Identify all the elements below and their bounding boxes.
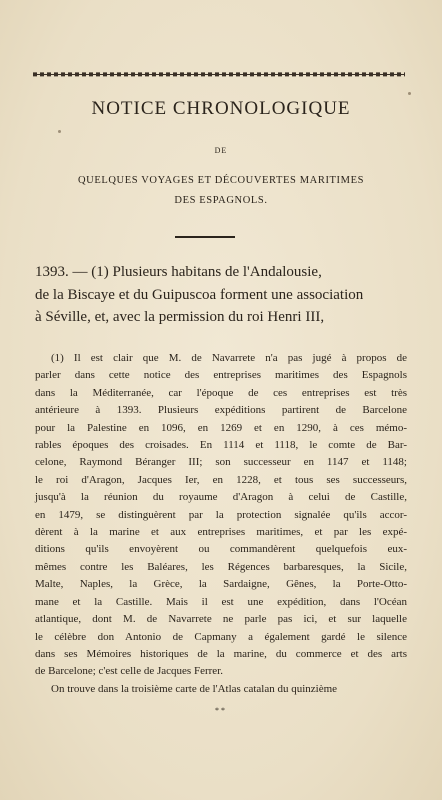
footnote-line: mêmes contre les Baléares, les Régences barbaresques, la Sicile,	[35, 560, 407, 573]
footnote-line: jusqu'à la réunion du royaume d'Aragon à celui de Castille,	[35, 491, 407, 504]
paper-speck	[58, 130, 61, 133]
title-connector: DE	[214, 146, 228, 155]
footnote-line: mane et la Castille. Mais il est une expédition, dans l'Océan	[35, 595, 407, 608]
subtitle-line-1: QUELQUES VOYAGES ET DÉCOUVERTES MARITIMES	[77, 175, 365, 186]
footnote-line: de Barcelone; c'est celle de Jacques Ferrer.	[35, 665, 223, 678]
page-title: NOTICE CHRONOLOGIQUE	[91, 98, 351, 119]
footnote-line: rables époques des croisades. En 1114 et 1118, le comte de Bar-	[35, 439, 407, 452]
footnote-line: atlantique, dont M. de Navarrete ne parle pas ici, et sur laquelle	[35, 613, 407, 626]
main-text-line: 1393. — (1) Plusieurs habitans de l'Andalousie,	[35, 264, 322, 280]
footnote	[35, 350, 407, 698]
footnote-line: dèrent à la marine et aux entreprises maritimes, et par les expé-	[35, 526, 407, 539]
footnote-line: On trouve dans la troisième carte de l'Atlas catalan du quinzième	[51, 682, 338, 695]
footnote-line: celone, Raymond Béranger III; son successeur en 1147 et 1148;	[35, 456, 407, 469]
footnote-line: antérieure à 1393. Plusieurs expéditions partirent de Barcelone	[35, 404, 407, 417]
paper-speck	[408, 92, 411, 95]
footnote-line: ditions qu'ils envoyèrent ou commandèrent quelquefois eux-	[35, 543, 407, 556]
subtitle-line-2: DES ESPAGNOLS.	[174, 195, 268, 206]
footnote-line: pour la Palestine en 1096, en 1269 et en 1290, à ces mémo-	[35, 421, 407, 434]
footnote-line: dans la Méditerranée, car l'époque de ces entreprises est très	[35, 386, 407, 399]
footnote-line: en 1479, se distinguèrent par la protection signalée qu'ils accor-	[35, 508, 407, 521]
footnote-line: dans ses Mémoires historiques de la marine, du commerce et des arts	[35, 647, 407, 660]
main-text	[35, 261, 407, 329]
main-text-line: de la Biscaye et du Guipuscoa forment une association	[35, 286, 364, 303]
footnote-line: le roi d'Aragon, Jacques Ier, en 1228, et tous ses successeurs,	[35, 473, 407, 486]
footnote-line: parler dans cette notice des entreprises maritimes des Espagnols	[35, 369, 407, 382]
main-text-line: à Séville, et, avec la permission du roi Henri III,	[35, 309, 325, 325]
footnote-line: (1) Il est clair que M. de Navarrete n'a pas jugé à propos de	[51, 352, 407, 364]
footnote-line: Malte, Naples, la Grèce, la Sardaigne, Gênes, la Porte-Otto-	[35, 578, 407, 591]
footnote-line: le célèbre don Antonio de Capmany a également gardé le silence	[35, 630, 407, 643]
signature-mark: **	[215, 706, 227, 715]
header-ornament-rule	[33, 70, 405, 78]
title-divider	[175, 236, 235, 238]
